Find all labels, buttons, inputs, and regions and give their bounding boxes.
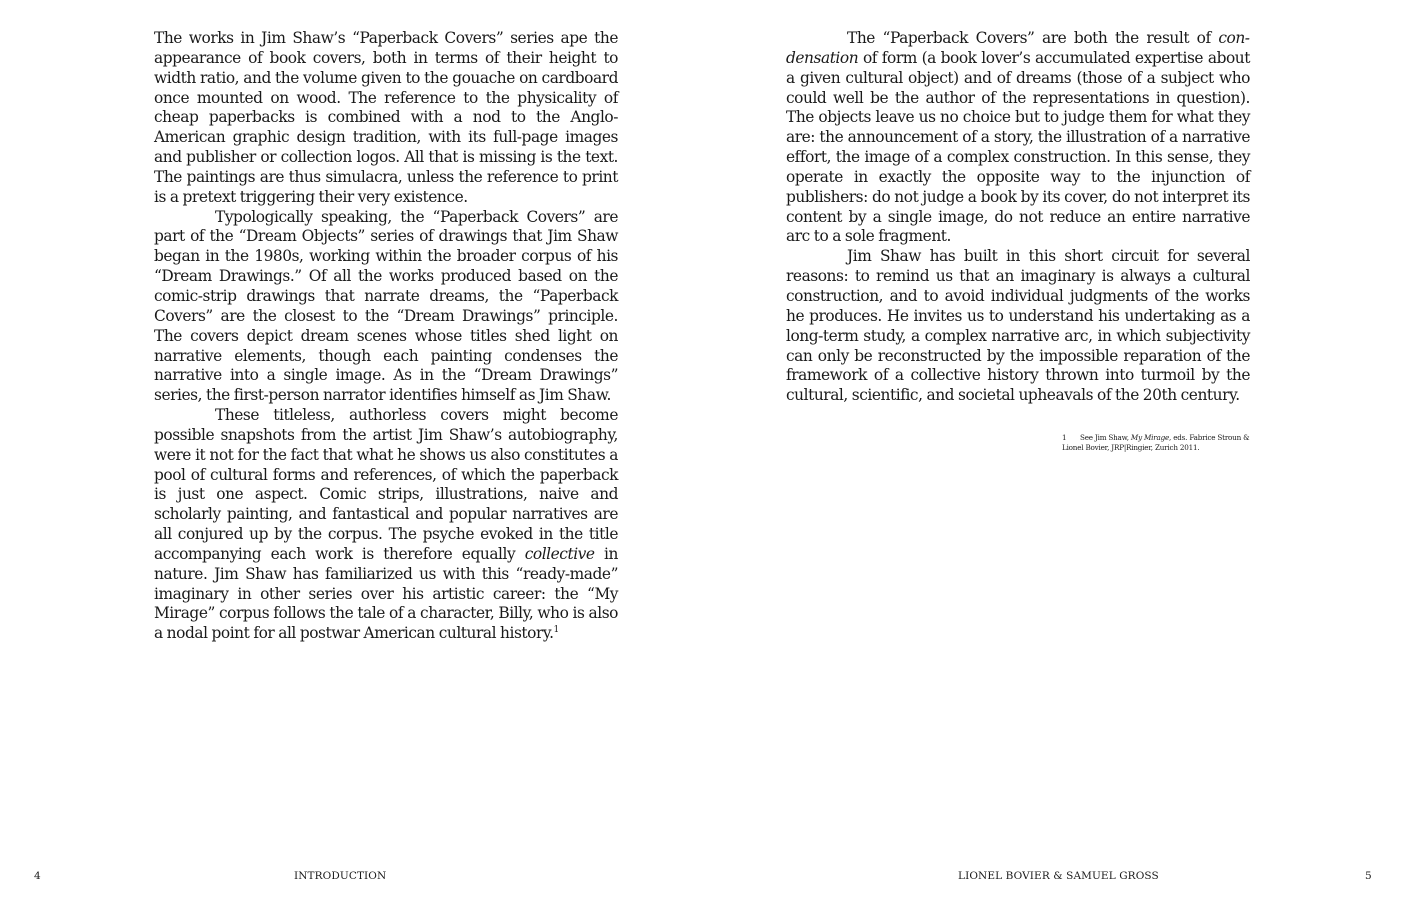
italic-text: collective (524, 544, 595, 563)
page-number-left: 4 (34, 870, 41, 882)
footnote-number: 1 (1062, 433, 1067, 442)
paragraph (786, 29, 1250, 247)
paragraph (154, 29, 618, 208)
body-text: The works in Jim Shaw’s “Paperback Covers” series ape the appearance of book covers, both in terms of their height to width ratio, and the volume given to the gouache on cardboard once mounted on wood. The reference to the physicality of cheap paperbacks is combined with a nod to the Anglo-American graphic design tradition, with its full-page images and publisher or collection logos. All that is missing is the text. The paintings are thus simulacra, unless the reference to print is a pretext triggering their very existence. (154, 29, 618, 206)
body-text: Typologically speaking, the “Paperback Covers” are part of the “Dream Objects” series of drawings that Jim Shaw began in the 1980s, working within the broader corpus of his “Dream Drawings.” Of all the works produced based on the comic-strip drawings that narrate dreams, the “Paperback Covers” are the closest to the “Dream Drawings” principle. The covers depict dream scenes whose titles shed light on narrative elements, though each painting condenses the narrative into a single image. As in the “Dream Drawings” series, the first-person narrator identifies himself as Jim Shaw. (154, 207, 618, 405)
paragraph (154, 406, 618, 644)
running-head-left: INTRODUCTION (294, 870, 387, 882)
body-text: in nature. Jim Shaw has familiarized us with this “ready-made” imaginary in other series over his artistic career: the “My Mirage” corpus follows the tale of a character, Billy, who is also a nodal point for all postwar American cultural history. (154, 544, 618, 643)
paragraph (154, 208, 618, 406)
footnote (1062, 433, 1254, 453)
left-page-body (154, 29, 618, 644)
right-page-body (786, 29, 1250, 406)
footnote-reference: 1 (553, 625, 559, 636)
italic-text: condensation (786, 29, 1250, 67)
page-number-right: 5 (1365, 870, 1372, 882)
footnote-text-after: , eds. Fabrice Stroun & Lionel Bovier, JRP|Ringier, Zurich 2011. (1062, 433, 1250, 452)
body-text: of form (a book lover’s accumulated expertise about a given cultural object) and of dreams (those of a subject who could well be the author of the representations in question). The objects leave us no choice but to judge them for what they are: the announcement of a story, the illustration of a narrative effort, the image of a complex construction. In this sense, they operate in exactly the opposite way to the injunction of publishers: do not judge a book by its cover, do not interpret its content by a single image, do not reduce an entire narrative arc to a sole fragment. (786, 48, 1250, 246)
paragraph (786, 247, 1250, 406)
body-text: Jim Shaw has built in this short circuit for several reasons: to remind us that an imaginary is always a cultural construction, and to avoid individual judgments of the works he produces. He invites us to understand his undertaking as a long-term study, a complex narrative arc, in which subjectivity can only be reconstructed by the impossible reparation of the framework of a collective history thrown into turmoil by the cultural, scientific, and societal upheavals of the 20th century. (786, 247, 1250, 405)
footnote-title: My Mirage (1130, 433, 1170, 442)
body-text: These titleless, authorless covers might become possible snapshots from the artist Jim Shaw’s autobiography, were it not for the fact that what he shows us also constitutes a pool of cultural forms and references, of which the paperback is just one aspect. Comic strips, illustrations, naive and scholarly painting, and fantastical and popular narratives are all conjured up by the corpus. The psyche evoked in the title accompanying each work is therefore equally (154, 406, 618, 563)
body-text: The “Paperback Covers” are both the result of (847, 29, 1219, 47)
running-head-right: LIONEL BOVIER & SAMUEL GROSS (958, 870, 1159, 882)
footnote-text-before: See Jim Shaw, (1080, 433, 1131, 442)
